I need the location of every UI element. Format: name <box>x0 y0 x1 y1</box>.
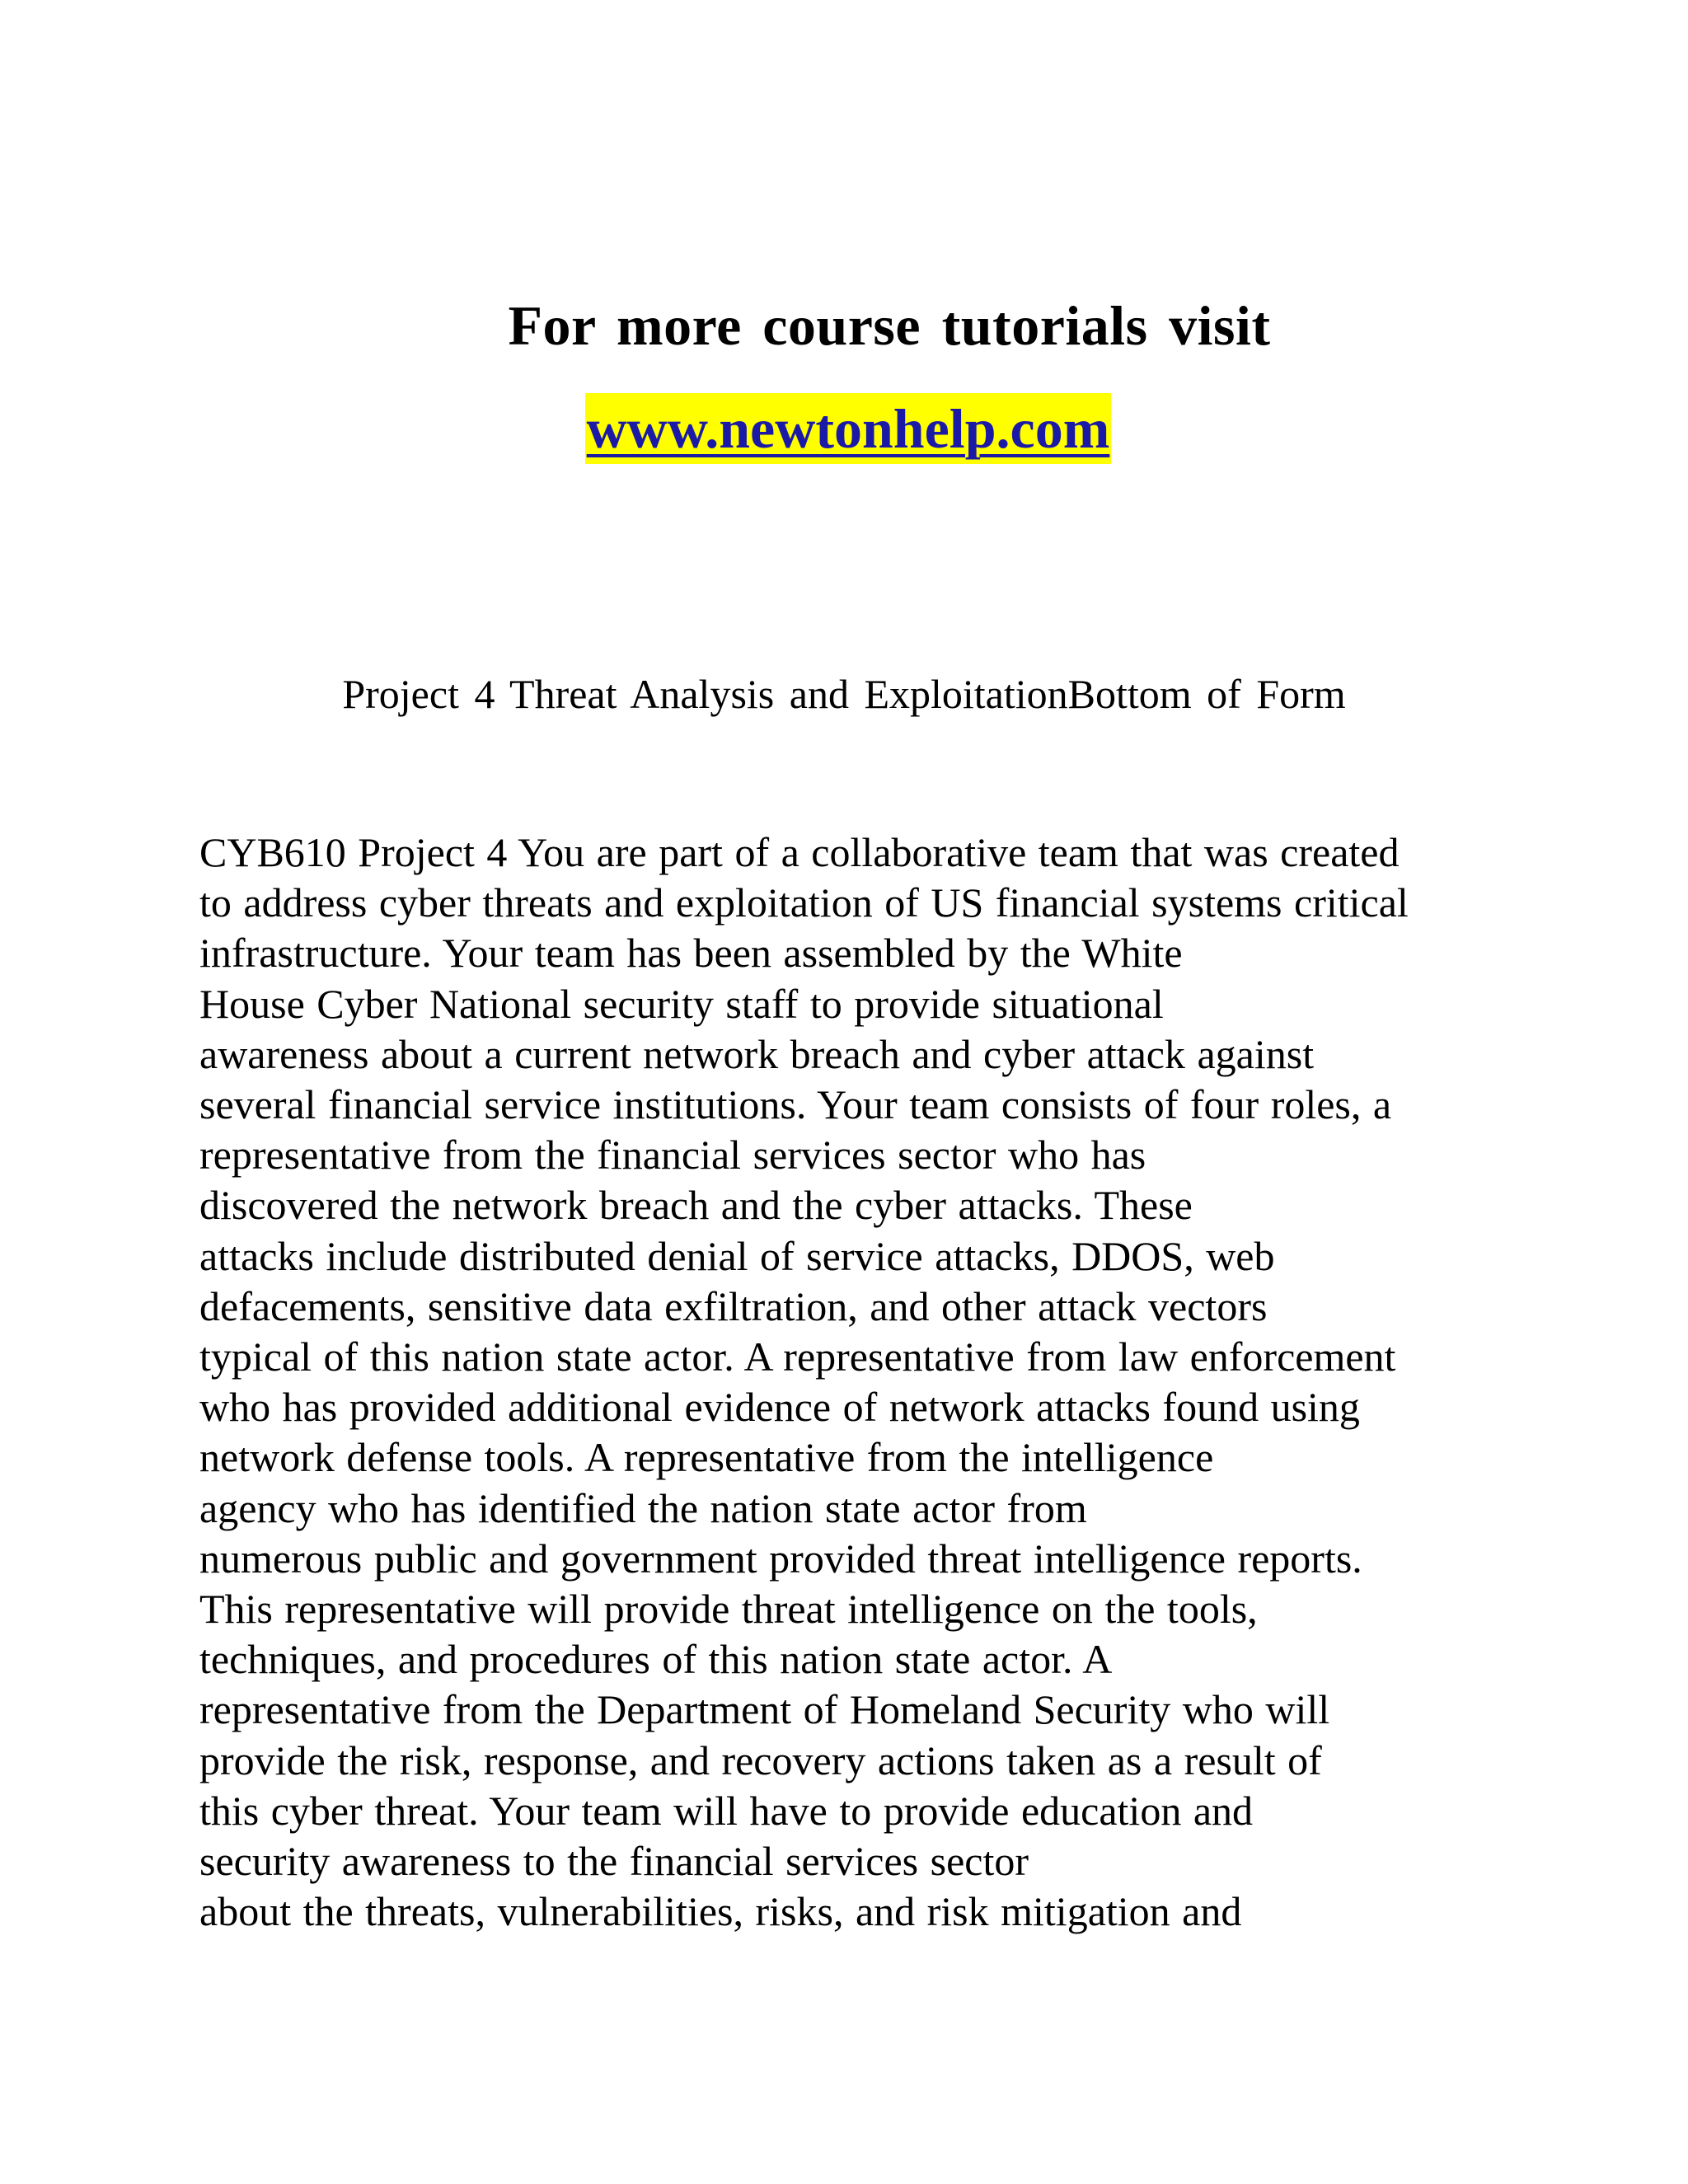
body-line: discovered the network breach and the cyber attacks. These <box>199 1182 1193 1229</box>
body-line: techniques, and procedures of this nation state actor. A <box>199 1636 1113 1683</box>
promo-link-container <box>0 393 1688 464</box>
body-line: to address cyber threats and exploitation of US financial systems critical <box>199 879 1409 926</box>
body-line: representative from the Department of Homeland Security who will <box>199 1686 1330 1733</box>
body-line: awareness about a current network breach and cyber attack against <box>199 1030 1315 1077</box>
body-line: numerous public and government provided threat intelligence reports. <box>199 1535 1362 1582</box>
body-line: about the threats, vulnerabilities, risks, and risk mitigation and <box>199 1888 1242 1935</box>
promo-heading: For more course tutorials visit <box>508 294 1271 357</box>
website-link[interactable]: www.newtonhelp.com <box>585 393 1112 464</box>
body-line: House Cyber National security staff to provide situational <box>199 980 1164 1027</box>
body-line: network defense tools. A representative from the intelligence <box>199 1434 1214 1481</box>
body-line: CYB610 Project 4 You are part of a collaborative team that was created <box>199 829 1400 875</box>
body-line: provide the risk, response, and recovery actions taken as a result of <box>199 1736 1322 1783</box>
body-line: typical of this nation state actor. A representative from law enforcement <box>199 1333 1396 1380</box>
body-line: agency who has identified the nation state actor from <box>199 1484 1087 1531</box>
body-line: This representative will provide threat intelligence on the tools, <box>199 1586 1258 1633</box>
body-line: infrastructure. Your team has been assembled by the White <box>199 930 1183 977</box>
body-line: this cyber threat. Your team will have to provide education and <box>199 1787 1254 1834</box>
body-line: security awareness to the financial services sector <box>199 1838 1029 1885</box>
body-line: defacements, sensitive data exfiltration, and other attack vectors <box>199 1282 1268 1329</box>
body-paragraph <box>199 827 1485 1937</box>
body-line: representative from the financial services sector who has <box>199 1132 1146 1179</box>
body-line: who has provided additional evidence of network attacks found using <box>199 1384 1360 1431</box>
body-line: attacks include distributed denial of service attacks, DDOS, web <box>199 1232 1275 1279</box>
project-title: Project 4 Threat Analysis and ExploitationBottom of Form <box>342 671 1346 717</box>
body-line: several financial service institutions. Your team consists of four roles, a <box>199 1081 1392 1128</box>
